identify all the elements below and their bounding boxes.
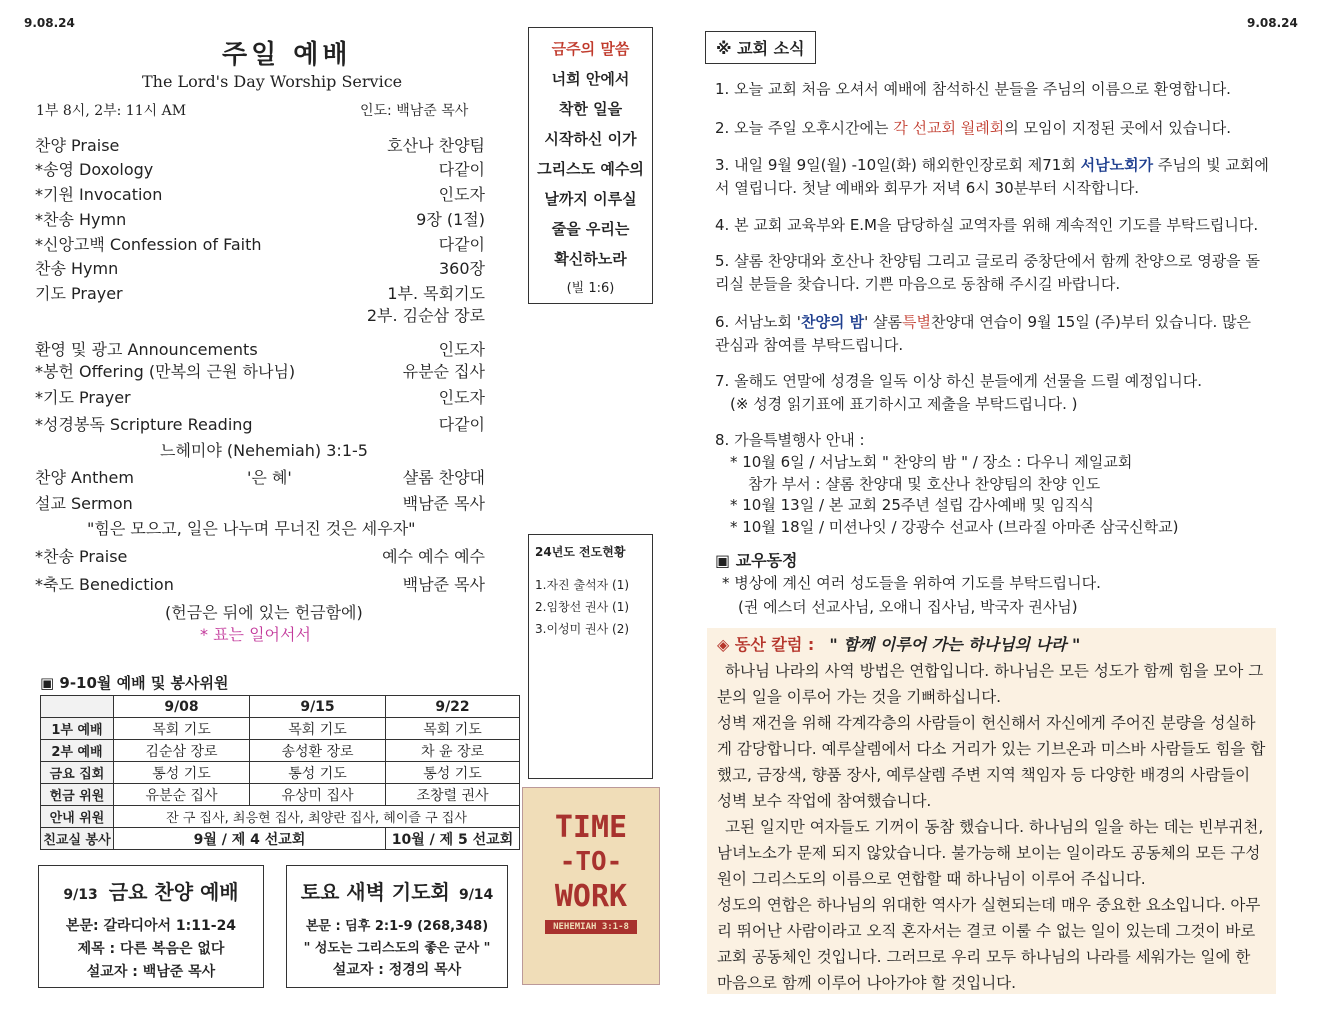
service-time: 1부 8시, 2부: 11시 AM	[36, 103, 187, 119]
news-item: 2. 오늘 주일 오후시간에는 각 선교회 월례회의 모임이 지정된 곳에서 있습니다.	[715, 119, 1231, 137]
saturday-service-box	[286, 865, 508, 988]
column-paragraph: 하나님 나라의 사역 방법은 연합입니다. 하나님은 모든 성도가 함께 힘을 모아 그분의 일을 이루어 가는 것을 기뻐하십니다.	[717, 662, 1264, 706]
saturday-text: 본문 : 딤후 2:1-9 (268,348)	[305, 919, 489, 934]
verse-line: 너희 안에서	[551, 70, 630, 88]
news-item: 8. 가을특별행사 안내 :	[715, 431, 865, 449]
table-cell: 통성 기도	[250, 762, 386, 784]
table-row	[41, 762, 520, 784]
poster-line2: -TO-	[559, 847, 623, 877]
order-row	[35, 359, 485, 381]
order-value: 백남준 목사	[402, 575, 485, 594]
table-cell: 차 윤 장로	[386, 740, 520, 762]
order-value: 다같이	[438, 160, 485, 179]
table-cell: 송성환 장로	[250, 740, 386, 762]
poster-ribbon: NEHEMIAH 3:1-8	[545, 920, 637, 934]
order-label: *축도 Benediction	[35, 575, 174, 594]
evangelism-item: 1.자진 출석자 (1)	[535, 578, 630, 592]
order-row	[35, 232, 485, 254]
order-value: 인도자	[438, 185, 485, 204]
date-header: 9/22	[386, 696, 520, 718]
order-row	[35, 465, 485, 487]
order-row	[35, 385, 485, 407]
table-corner	[41, 696, 114, 718]
anthem-title: '은 혜'	[247, 468, 292, 487]
schedule-table	[40, 695, 520, 850]
order-value: 백남준 목사	[402, 494, 485, 513]
verse-line: 시작하신 이가	[544, 130, 637, 148]
row-label: 안내 위원	[41, 806, 114, 828]
row-label: 헌금 위원	[41, 784, 114, 806]
order-label: *찬송 Hymn	[35, 210, 127, 229]
order-row	[35, 516, 485, 538]
order-value: 인도자	[438, 340, 485, 359]
weekly-verse-box	[528, 27, 653, 304]
news-item: (※ 성경 읽기표에 표기하시고 제출을 부탁드립니다. )	[730, 395, 1078, 413]
news-item: * 10월 6일 / 서남노회 " 찬양의 밤 " / 장소 : 다우니 제일교회	[730, 453, 1133, 471]
order-value: 인도자	[438, 388, 485, 407]
order-value: 샬롬 찬양대	[402, 468, 485, 487]
evangelism-item: 2.임창선 권사 (1)	[535, 600, 630, 614]
news-item: 1. 오늘 교회 처음 오셔서 예배에 참석하신 분들을 주님의 이름으로 환영합니다.	[715, 80, 1231, 98]
news-item: 6. 서남노회 '찬양의 밤' 샬롬특별찬양대 연습이 9월 15일 (주)부터 있습니다. 많은 관심과 참여를 부탁드립니다.	[715, 313, 1252, 354]
poster-line3: WORK	[554, 879, 628, 914]
row-label: 1부 예배	[41, 718, 114, 740]
saturday-date: 9/14	[458, 887, 494, 903]
order-value: 예수 예수 예수	[382, 547, 485, 566]
order-row	[35, 438, 485, 460]
members-heading: ▣ 교우동정	[715, 551, 798, 570]
order-label: *송영 Doxology	[35, 160, 154, 179]
verse-reference: (빌 1:6)	[566, 281, 615, 296]
scripture-reference: 느헤미야 (Nehemiah) 3:1-5	[160, 441, 368, 460]
news-item: 7. 올해도 연말에 성경을 일독 이상 하신 분들에게 선물을 드릴 예정입니다.	[715, 372, 1202, 390]
order-label: *기원 Invocation	[35, 185, 163, 204]
order-row	[35, 572, 485, 594]
evangelism-box	[528, 534, 653, 779]
order-row	[35, 182, 485, 204]
table-cell: 9월 / 제 4 선교회	[114, 828, 386, 850]
column-section	[707, 628, 1276, 994]
table-cell: 잔 구 집사, 최응현 집사, 최양란 집사, 헤이즐 구 집사	[114, 806, 520, 828]
row-label: 2부 예배	[41, 740, 114, 762]
order-value: 다같이	[438, 235, 485, 254]
order-value: 2부. 김순삼 장로	[366, 306, 485, 325]
verse-line: 줄을 우리는	[551, 220, 630, 238]
column-paragraph: 성벽 재건을 위해 각계각층의 사람들이 헌신해서 자신에게 주어진 분량을 성실하게 감당합니다. 예루살렘에서 다소 거리가 있는 기브온과 미스바 사람들도 힘을 합했고, 금장색, 향품 장사, 예루살렘 주변 지역 책임자 등 다양한 배경의 사람들이 성벽 보수 작업에 참여했습니다.	[717, 714, 1266, 810]
friday-date: 9/13	[63, 887, 98, 903]
order-row	[35, 544, 485, 566]
table-cell: 유분순 집사	[114, 784, 250, 806]
order-row	[35, 281, 485, 303]
offering-note: (헌금은 뒤에 있는 헌금함에)	[165, 603, 363, 622]
saturday-topic: " 성도는 그리스도의 좋은 군사 "	[303, 941, 491, 956]
order-label: *신앙고백 Confession of Faith	[35, 235, 262, 254]
members-line2: (권 에스더 선교사님, 오애니 집사님, 박국자 권사님)	[738, 598, 1078, 616]
date-right: 9.08.24	[1247, 16, 1298, 30]
table-cell: 김순삼 장로	[114, 740, 250, 762]
table-row	[41, 828, 520, 850]
date-left: 9.08.24	[24, 16, 75, 30]
time-to-work-poster	[522, 787, 660, 985]
order-value: 1부. 목회기도	[387, 284, 485, 303]
column-paragraph: 성도의 연합은 하나님의 위대한 역사가 실현되는데 매우 중요한 요소입니다. 아무리 뛰어난 사람이라고 오직 혼자서는 결코 이룰 수 없는 일이 있는데 그것이 바로 교회 공동체인 것입니다. 그러므로 우리 모두 하나님의 나라를 세워가는 일에 한 마음으로 함께 이루어 나아가야 할 것입니다.	[717, 896, 1261, 992]
order-value: 9장 (1절)	[416, 210, 485, 229]
order-row	[35, 337, 485, 359]
table-row	[41, 718, 520, 740]
sermon-title: "힘은 모으고, 일은 나누며 무너진 것은 세우자"	[87, 519, 416, 538]
column-heading: ◈ 동산 칼럼 :	[717, 635, 815, 654]
evangelism-item: 3.이성미 권사 (2)	[535, 622, 630, 636]
news-item: 3. 내일 9월 9일(월) -10일(화) 해외한인장로회 제71회 서남노회가 주님의 빛 교회에서 열립니다. 첫날 예배와 회무가 저녁 6시 30분부터 시작합니다.	[715, 156, 1269, 197]
table-cell: 목회 기도	[250, 718, 386, 740]
order-value: 360장	[439, 259, 485, 278]
column-title: " 함께 이루어 가는 하나님의 나라 "	[829, 635, 1081, 654]
order-label: 찬양 Praise	[35, 136, 120, 155]
table-cell: 10월 / 제 5 선교회	[386, 828, 520, 850]
order-row	[35, 256, 485, 278]
schedule-heading: ▣ 9-10월 예배 및 봉사위원	[40, 674, 229, 692]
friday-title: 금요 찬양 예배	[108, 880, 239, 904]
friday-preacher: 설교자 : 백남준 목사	[86, 964, 216, 980]
news-item: 5. 샬롬 찬양대와 호산나 찬양팀 그리고 글로리 중창단에서 함께 찬양으로 영광을 돌리실 분들을 찾습니다. 기쁜 마음으로 동참해 주시길 바랍니다.	[715, 252, 1260, 293]
order-label: 찬양 Anthem	[35, 468, 134, 487]
saturday-preacher: 설교자 : 정경의 목사	[332, 962, 462, 978]
order-row	[35, 157, 485, 179]
order-row	[35, 207, 485, 229]
saturday-title: 토요 새벽 기도회	[300, 880, 450, 904]
news-item: * 10월 18일 / 미션나잇 / 강광수 선교사 (브라질 아마존 삼국신학교)	[730, 518, 1179, 536]
news-item: 4. 본 교회 교육부와 E.M을 담당하실 교역자를 위해 계속적인 기도를 부탁드립니다.	[715, 216, 1259, 234]
news-item: * 10월 13일 / 본 교회 25주년 설립 감사예배 및 임직식	[730, 496, 1094, 514]
members-line1: * 병상에 계신 여러 성도들을 위하여 기도를 부탁드립니다.	[722, 574, 1101, 592]
date-header: 9/08	[114, 696, 250, 718]
order-label: 기도 Prayer	[35, 284, 123, 303]
verse-line: 그리스도 예수의	[537, 160, 644, 178]
order-label: *봉헌 Offering (만복의 근원 하나님)	[35, 362, 296, 381]
column-paragraph: 고된 일지만 여자들도 기꺼이 동참 했습니다. 하나님의 일을 하는 데는 빈부귀천, 남녀노소가 문제 되지 않았습니다. 불가능해 보이는 일이라도 공동체의 모든 구성원이 그리스도의 이름으로 연합할 때 하나님이 이루어 주십니다.	[717, 818, 1264, 888]
order-label: *성경봉독 Scripture Reading	[35, 415, 253, 434]
table-row	[41, 806, 520, 828]
order-label: *찬송 Praise	[35, 547, 128, 566]
order-label: 환영 및 광고 Announcements	[35, 340, 258, 359]
service-leader: 인도: 백남준 목사	[360, 103, 469, 119]
news-item: 참가 부서 : 샬롬 찬양대 및 호산나 찬양팀의 찬양 인도	[748, 475, 1101, 493]
verse-line: 확신하노라	[554, 250, 627, 268]
order-value: 호산나 찬양팀	[387, 136, 485, 155]
table-row	[41, 740, 520, 762]
row-label: 친교실 봉사	[41, 828, 114, 850]
page-title: 주일 예배	[222, 40, 352, 70]
evangelism-heading: 24년도 전도현황	[535, 545, 626, 559]
poster-line1: TIME	[554, 810, 628, 845]
order-label: 설교 Sermon	[35, 494, 133, 513]
table-cell: 통성 기도	[386, 762, 520, 784]
order-label: 찬송 Hymn	[35, 259, 119, 278]
row-label: 금요 집회	[41, 762, 114, 784]
news-heading: ※ 교회 소식	[705, 31, 816, 64]
table-cell: 조창렬 권사	[386, 784, 520, 806]
table-cell: 유상미 집사	[250, 784, 386, 806]
friday-service-box	[38, 865, 264, 988]
order-value: 다같이	[438, 415, 485, 434]
order-value: 유분순 집사	[402, 362, 485, 381]
order-row	[35, 303, 485, 325]
order-row	[35, 491, 485, 513]
verse-line: 날까지 이루실	[544, 190, 637, 208]
table-cell: 통성 기도	[114, 762, 250, 784]
verse-line: 착한 일을	[558, 100, 623, 118]
table-row	[41, 696, 520, 718]
order-row	[35, 412, 485, 434]
friday-text: 본문: 갈라디아서 1:11-24	[65, 918, 237, 934]
order-label: *기도 Prayer	[35, 388, 131, 407]
page-subtitle: The Lord's Day Worship Service	[142, 72, 403, 91]
verse-heading: 금주의 말씀	[551, 40, 630, 58]
table-cell: 목회 기도	[386, 718, 520, 740]
standing-note: * 표는 일어서서	[200, 625, 311, 644]
table-cell: 목회 기도	[114, 718, 250, 740]
order-row	[35, 133, 485, 155]
date-header: 9/15	[250, 696, 386, 718]
table-row	[41, 784, 520, 806]
friday-topic: 제목 : 다른 복음은 없다	[77, 941, 225, 957]
